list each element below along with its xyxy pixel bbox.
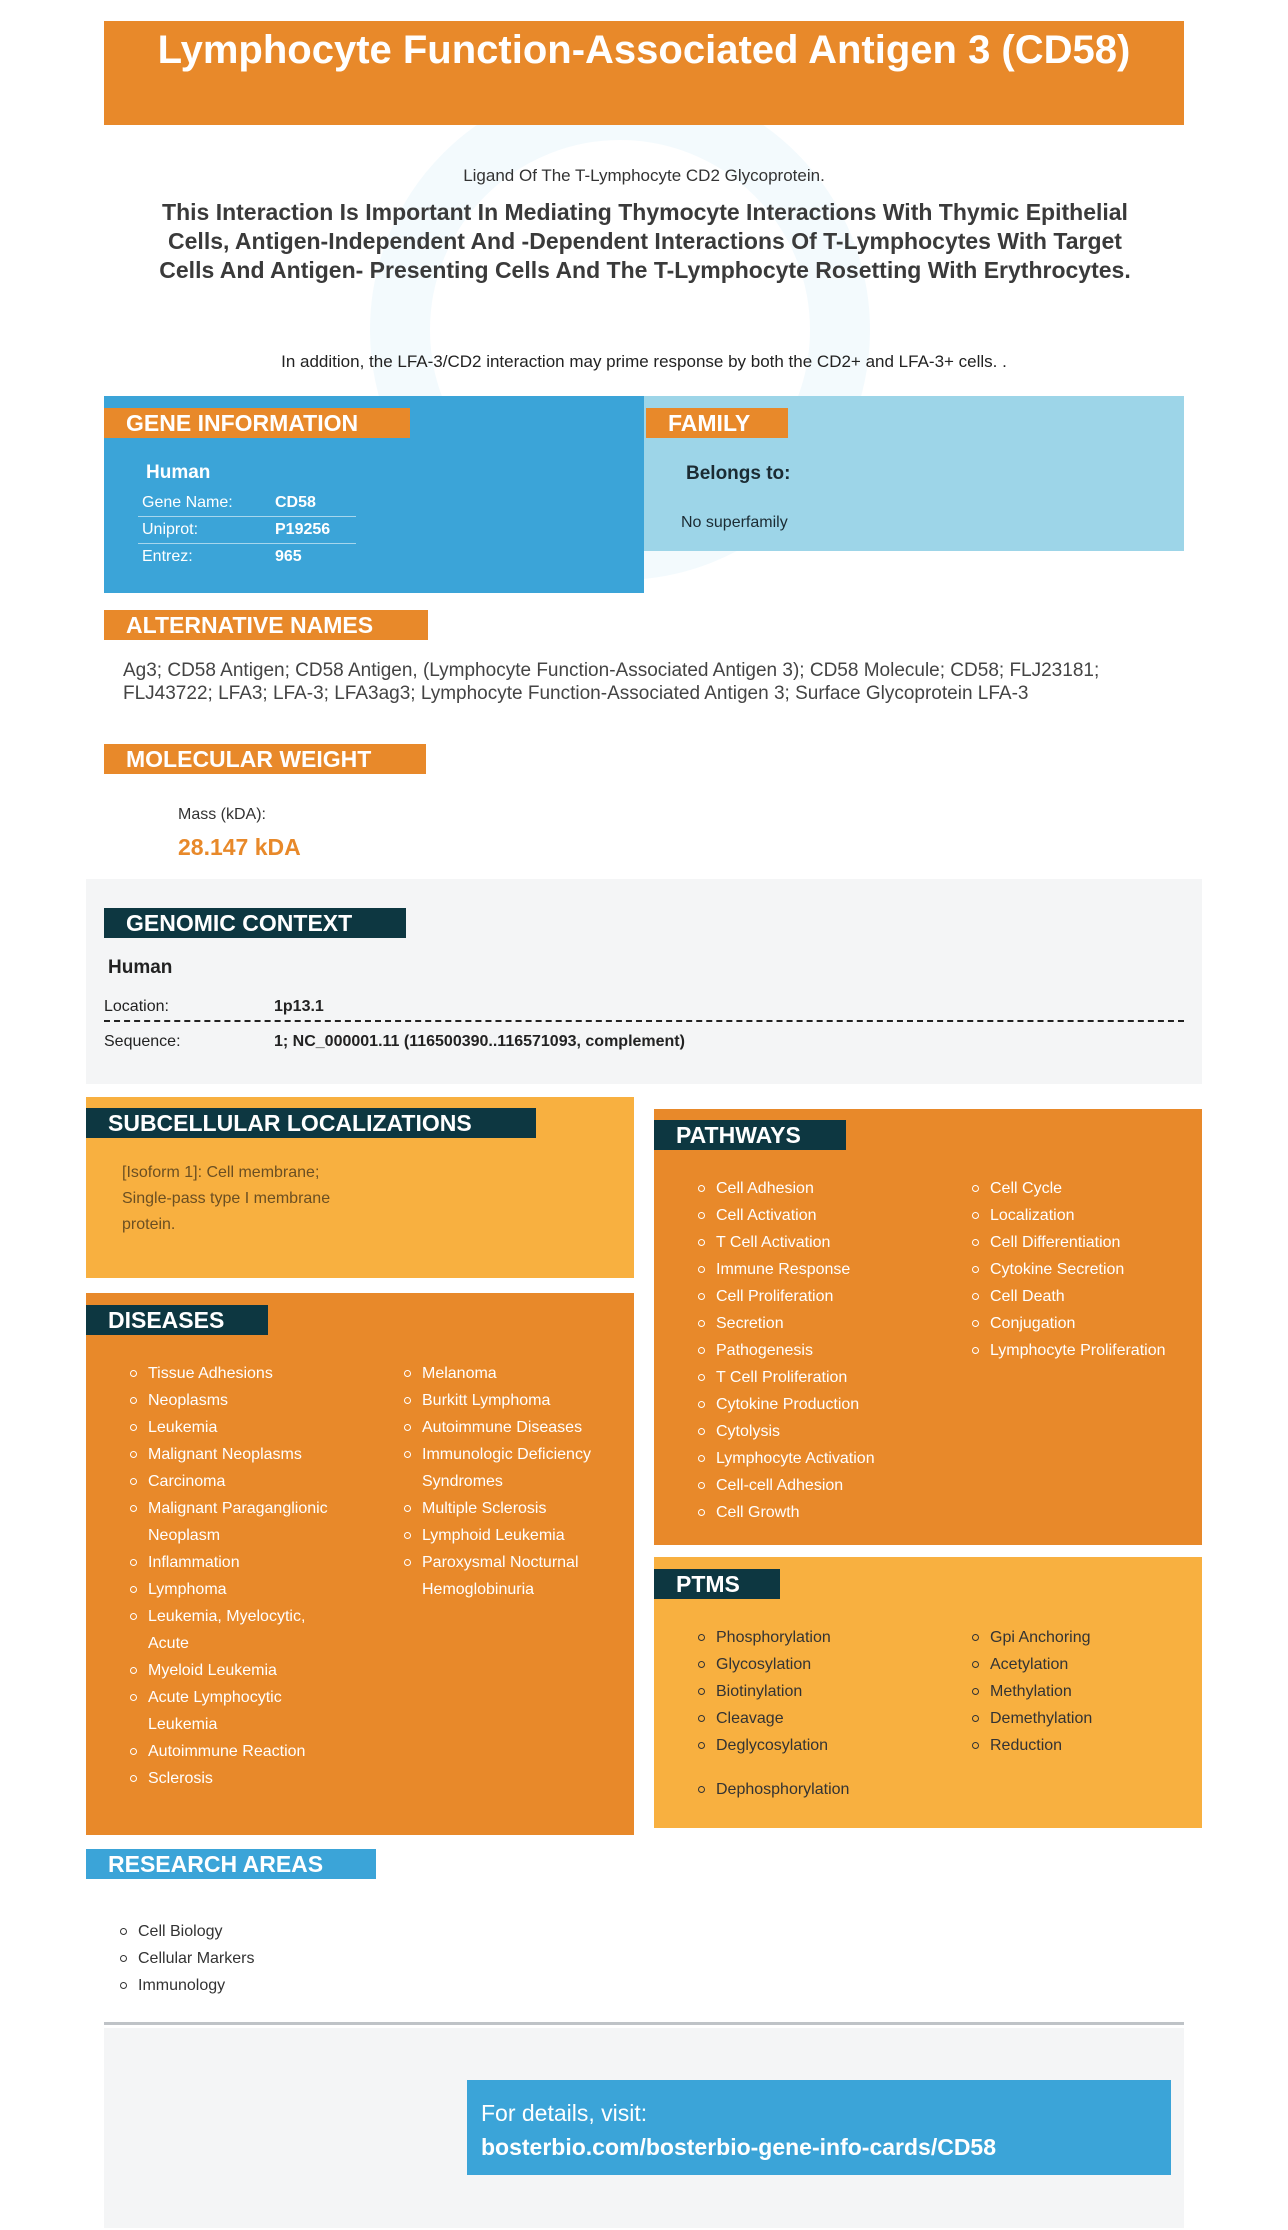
ptm-item: Deglycosylation [696, 1732, 956, 1759]
pathway-item: Cell-cell Adhesion [696, 1472, 956, 1499]
subcellular-label: SUBCELLULAR LOCALIZATIONS [86, 1108, 536, 1138]
family-value: No superfamily [681, 514, 788, 531]
disease-item: Malignant Paraganglionic Neoplasm [128, 1495, 338, 1549]
mass-value: 28.147 kDA [178, 834, 301, 860]
alternative-names-text: Ag3; CD58 Antigen; CD58 Antigen, (Lymphocyte Function-Associated Antigen 3); CD58 Molecule; CD58; FLJ23181; FLJ43722; LFA3; LFA-3; LFA3ag3; Lymphocyte Function-Associated Antigen 3; Surface Glycoprotein LFA-3 [123, 660, 1100, 704]
ptm-item: Demethylation [970, 1705, 1190, 1732]
genomic-species: Human [108, 957, 173, 978]
pathways-list-2 [970, 1175, 1200, 1364]
genomic-sequence-row [104, 1028, 1184, 1057]
disease-item: Paroxysmal Nocturnal Hemoglobinuria [402, 1549, 632, 1603]
pathway-item: Pathogenesis [696, 1337, 956, 1364]
alternative-names-label: ALTERNATIVE NAMES [104, 610, 428, 640]
gene-row [138, 544, 356, 571]
diseases-list-2 [402, 1360, 632, 1603]
research-item: Cell Biology [118, 1918, 418, 1945]
family-label: FAMILY [646, 408, 788, 438]
gene-row [138, 517, 356, 544]
pathway-item: Cytolysis [696, 1418, 956, 1445]
pathway-item: Cytokine Secretion [970, 1256, 1200, 1283]
gene-row [138, 490, 356, 517]
ptms-label: PTMS [654, 1569, 780, 1599]
ptms-list-2 [970, 1624, 1190, 1759]
disease-item: Carcinoma [128, 1468, 338, 1495]
pathway-item: Cell Differentiation [970, 1229, 1200, 1256]
ptm-item: Glycosylation [696, 1651, 956, 1678]
pathway-item: Cell Proliferation [696, 1283, 956, 1310]
disease-item: Tissue Adhesions [128, 1360, 338, 1387]
diseases-list-1 [128, 1360, 338, 1792]
gene-species: Human [146, 462, 211, 483]
addition-text: In addition, the LFA-3/CD2 interaction may prime response by both the CD2+ and LFA-3+ cells. . [281, 352, 1007, 371]
ptm-item: Methylation [970, 1678, 1190, 1705]
pathway-item: Lymphocyte Proliferation [970, 1337, 1200, 1364]
ptm-item: Cleavage [696, 1705, 956, 1732]
pathways-list-1 [696, 1175, 956, 1526]
pathway-item: Conjugation [970, 1310, 1200, 1337]
ptm-item: Reduction [970, 1732, 1190, 1759]
pathways-label: PATHWAYS [654, 1120, 846, 1150]
molecular-weight-label: MOLECULAR WEIGHT [104, 744, 426, 774]
page-title: Lymphocyte Function-Associated Antigen 3 (CD58) [104, 21, 1184, 125]
pathway-item: Cytokine Production [696, 1391, 956, 1418]
gene-row-key: Uniprot: [142, 521, 199, 538]
research-item: Cellular Markers [118, 1945, 418, 1972]
pathway-item: Localization [970, 1202, 1200, 1229]
pathway-item: Cell Growth [696, 1499, 956, 1526]
subcellular-text: [Isoform 1]: Cell membrane; Single-pass type I membrane protein. [122, 1164, 331, 1233]
disease-item: Leukemia [128, 1414, 338, 1441]
footer-details-box [467, 2080, 1171, 2175]
pathway-item: Immune Response [696, 1256, 956, 1283]
ptm-item: Acetylation [970, 1651, 1190, 1678]
sequence-value: 1; NC_000001.11 (116500390..116571093, complement) [274, 1033, 685, 1050]
location-value: 1p13.1 [274, 998, 324, 1015]
disease-item: Leukemia, Myelocytic, Acute [128, 1603, 338, 1657]
research-areas-list [118, 1918, 418, 1999]
ptms-list-1 [696, 1624, 956, 1759]
disease-item: Burkitt Lymphoma [402, 1387, 632, 1414]
pathway-item: Cell Activation [696, 1202, 956, 1229]
disease-item: Sclerosis [128, 1765, 338, 1792]
disease-item: Immunologic Deficiency Syndromes [402, 1441, 632, 1495]
disease-item: Multiple Sclerosis [402, 1495, 632, 1522]
disease-item: Autoimmune Reaction [128, 1738, 338, 1765]
footer-divider [104, 2022, 1184, 2025]
ptm-item: Gpi Anchoring [970, 1624, 1190, 1651]
pathway-item: T Cell Activation [696, 1229, 956, 1256]
disease-item: Melanoma [402, 1360, 632, 1387]
gene-row-key: Entrez: [142, 548, 193, 565]
sequence-key: Sequence: [104, 1033, 181, 1050]
disease-item: Autoimmune Diseases [402, 1414, 632, 1441]
disease-item: Inflammation [128, 1549, 338, 1576]
location-key: Location: [104, 998, 169, 1015]
disease-item: Acute Lymphocytic Leukemia [128, 1684, 338, 1738]
disease-item: Lymphoma [128, 1576, 338, 1603]
footer-visit-text: For details, visit: [481, 2100, 648, 2126]
function-description: This Interaction Is Important In Mediating Thymocyte Interactions With Thymic Epithelial Cells, Antigen-Independent And -Dependent Interactions Of T-Lymphocytes With Target Cells And Antigen- Presenting Cells And The T-Lymphocyte Rosetting With Erythrocytes. [159, 199, 1131, 283]
disease-item: Neoplasms [128, 1387, 338, 1414]
research-item: Immunology [118, 1972, 418, 1999]
subtitle: Ligand Of The T-Lymphocyte CD2 Glycoprotein. [463, 166, 825, 185]
pathway-item: Cell Adhesion [696, 1175, 956, 1202]
family-belongs-to: Belongs to: [686, 463, 791, 484]
ptm-item: Phosphorylation [696, 1624, 956, 1651]
gene-row-value: 965 [275, 548, 302, 565]
gene-information-label: GENE INFORMATION [104, 408, 410, 438]
genomic-context-label: GENOMIC CONTEXT [104, 908, 406, 938]
genomic-location-row [104, 993, 1184, 1022]
pathway-item: Cell Death [970, 1283, 1200, 1310]
footer-url-link[interactable]: bosterbio.com/bosterbio-gene-info-cards/CD58 [481, 2134, 997, 2160]
pathway-item: Lymphocyte Activation [696, 1445, 956, 1472]
pathway-item: Secretion [696, 1310, 956, 1337]
diseases-label: DISEASES [86, 1305, 268, 1335]
mass-label: Mass (kDA): [178, 806, 266, 823]
disease-item: Lymphoid Leukemia [402, 1522, 632, 1549]
disease-item: Myeloid Leukemia [128, 1657, 338, 1684]
research-areas-label: RESEARCH AREAS [86, 1849, 376, 1879]
ptm-item: Biotinylation [696, 1678, 956, 1705]
gene-row-value: CD58 [275, 494, 316, 511]
disease-item: Malignant Neoplasms [128, 1441, 338, 1468]
pathway-item: Cell Cycle [970, 1175, 1200, 1202]
ptms-list-extra [696, 1776, 956, 1803]
gene-row-key: Gene Name: [142, 494, 233, 511]
gene-row-value: P19256 [275, 521, 331, 538]
pathway-item: T Cell Proliferation [696, 1364, 956, 1391]
ptm-item: Dephosphorylation [696, 1776, 956, 1803]
